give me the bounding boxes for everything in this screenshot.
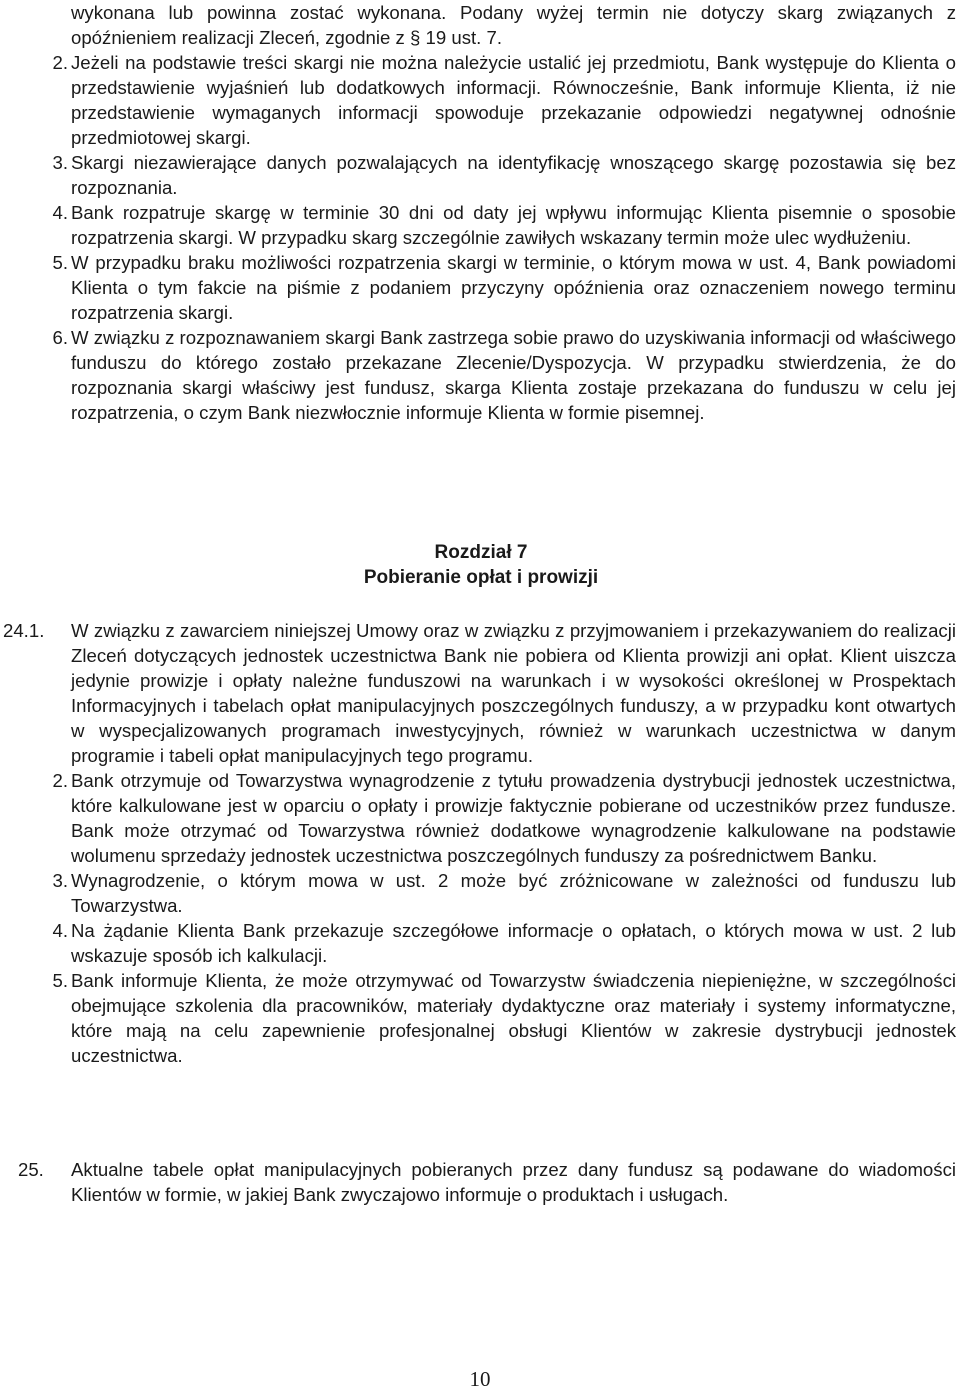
item-text: Wynagrodzenie, o którym mowa w ust. 2 może być zróżnicowane w zależności od funduszu lub Towarzystwa. <box>71 870 956 916</box>
chapter-subtitle: Pobieranie opłat i prowizji <box>363 567 599 588</box>
chapter-heading <box>0 540 960 590</box>
item-number: 2. <box>52 770 68 791</box>
list-item <box>0 50 960 150</box>
item-text: W związku z zawarciem niniejszej Umowy oraz w związku z przyjmowaniem i przekazywaniem do realizacji Zleceń dotyczących jednostek uczestnictwa Bank nie pobiera od Klienta prowizji ani opłat. Klient uiszcza jedynie prowizje i opłaty należne funduszowi na warunkach i w wysokości określonej w Prospektach Informacyjnych i tabelach opłat manipulacyjnych poszczególnych funduszy, a w przypadku kont otwartych w wyspecjalizowanych programach inwestycyjnych, również w warunkach uczestnictwa w danym programie i tabeli opłat manipulacyjnych tego programu. <box>71 620 956 766</box>
item-text: Na żądanie Klienta Bank przekazuje szczegółowe informacje o opłatach, o których mowa w ust. 2 lub wskazuje sposób ich kalkulacji. <box>71 920 956 966</box>
chapter-title: Rozdział 7 <box>434 542 528 563</box>
item-text: Bank rozpatruje skargę w terminie 30 dni od daty jej wpływu informując Klienta pisemnie o sposobie rozpatrzenia skargi. W przypadku skarg szczególnie zawiłych wskazany termin może ulec wydłużeniu. <box>71 202 956 248</box>
list-item <box>0 918 960 968</box>
list-item <box>0 150 960 200</box>
page-number: 10 <box>469 1367 491 1391</box>
item-text: Jeżeli na podstawie treści skargi nie można należycie ustalić jej przedmiotu, Bank występuje do Klienta o przedstawienie wyjaśnień lub dodatkowych informacji. Równocześnie, Bank informuje Klienta, iż nie przedstawienie wymaganych informacji spowoduje przekazanie odpowiedzi negatywnej odnośnie przedmiotowej skargi. <box>71 52 956 148</box>
item-number: 24.1. <box>3 620 45 641</box>
list-item <box>0 768 960 868</box>
item-text: W przypadku braku możliwości rozpatrzenia skargi w terminie, o którym mowa w ust. 4, Bank powiadomi Klienta o tym fakcie na piśmie z podaniem przyczyny opóźnienia oraz oznaczeniem nowego terminu rozpatrzenia skargi. <box>71 252 956 323</box>
list-item <box>0 618 960 768</box>
item-number: 4. <box>52 202 68 223</box>
section-24 <box>0 618 960 1068</box>
continuation-text: wykonana lub powinna zostać wykonana. Podany wyżej termin nie dotyczy skarg związanych z opóźnieniem realizacji Zleceń, zgodnie z § 19 ust. 7. <box>71 2 956 48</box>
continuation-paragraph <box>0 0 960 50</box>
list-item <box>0 868 960 918</box>
item-number: 2. <box>52 52 68 73</box>
list-item <box>0 250 960 325</box>
item-number: 5. <box>52 252 68 273</box>
item-number: 3. <box>52 870 68 891</box>
section-25 <box>0 1157 960 1207</box>
item-text: Skargi niezawierające danych pozwalających na identyfikację wnoszącego skargę pozostawia się bez rozpoznania. <box>71 152 956 198</box>
item-text: Bank informuje Klienta, że może otrzymywać od Towarzystw świadczenia niepieniężne, w szczególności obejmujące szkolenia dla pracowników, materiały dydaktyczne oraz materiały i systemy informatyczne, które mają na celu zapewnienie profesjonalnej obsługi Klientów w zakresie dystrybucji jednostek uczestnictwa. <box>71 970 956 1066</box>
list-item <box>0 1157 960 1207</box>
item-text: Aktualne tabele opłat manipulacyjnych pobieranych przez dany fundusz są podawane do wiadomości Klientów w formie, w jakiej Bank zwyczajowo informuje o produktach i usługach. <box>71 1159 956 1205</box>
list-item <box>0 200 960 250</box>
list-item <box>0 968 960 1068</box>
item-number: 6. <box>52 327 68 348</box>
item-text: Bank otrzymuje od Towarzystwa wynagrodzenie z tytułu prowadzenia dystrybucji jednostek uczestnictwa, które kalkulowane jest w oparciu o opłaty i prowizje faktycznie pobierane od uczestników przez fundusze. Bank może otrzymać od Towarzystwa również dodatkowe wynagrodzenie kalkulowane na podstawie wolumenu sprzedaży jednostek uczestnictwa poszczególnych funduszy za pośrednictwem Banku. <box>71 770 956 866</box>
item-number: 4. <box>52 920 68 941</box>
complaints-section <box>0 0 960 425</box>
item-text: W związku z rozpoznawaniem skargi Bank zastrzega sobie prawo do uzyskiwania informacji od właściwego funduszu do którego zostało przekazane Zlecenie/Dyspozycja. W przypadku stwierdzenia, że do rozpoznania skargi właściwy jest fundusz, skarga Klienta zostaje przekazana do funduszu w celu jej rozpatrzenia, o czym Bank niezwłocznie informuje Klienta w formie pisemnej. <box>71 327 956 423</box>
item-number: 3. <box>52 152 68 173</box>
list-item <box>0 325 960 425</box>
item-number: 5. <box>52 970 68 991</box>
item-number: 25. <box>18 1159 44 1180</box>
